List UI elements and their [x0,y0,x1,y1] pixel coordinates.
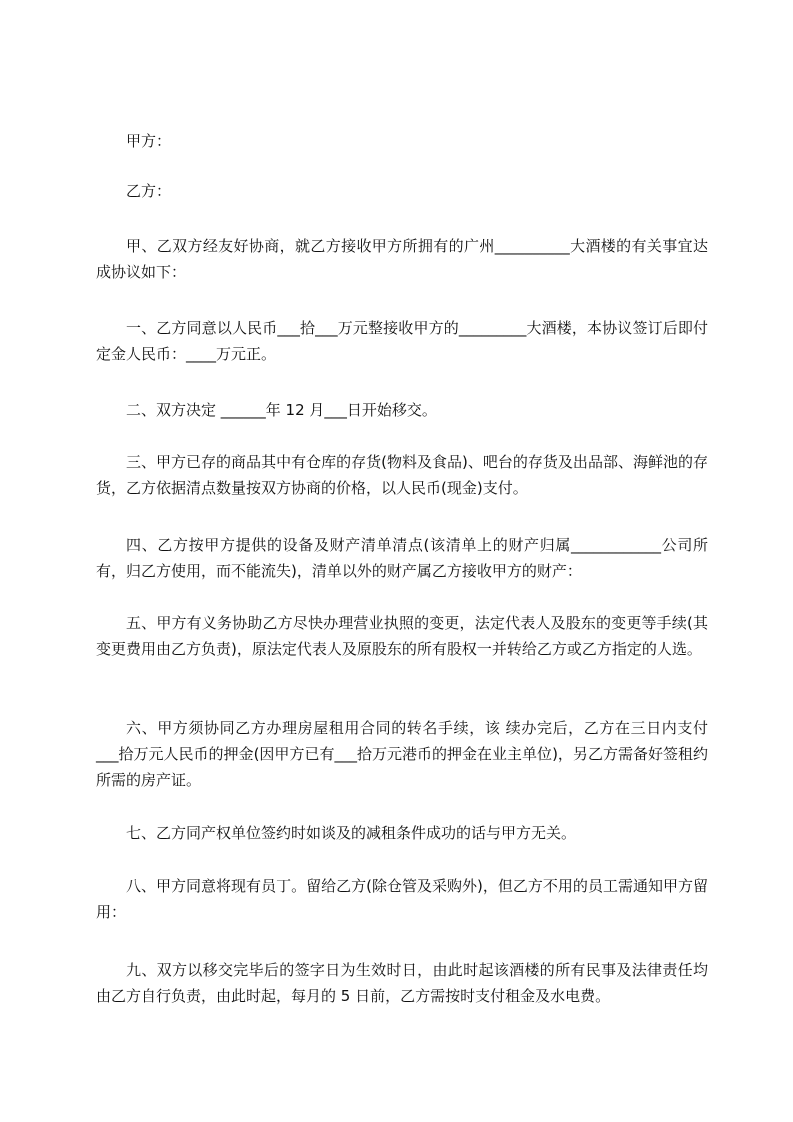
clause-9: 九、双方以移交完毕后的签字日为生效时日，由此时起该酒楼的所有民事及法律责任均由乙方自行负责，由此时起，每月的 5 日前，乙方需按时支付租金及水电费。 [96,961,708,1005]
clause-6: 六、甲方须协同乙方办理房屋租用合同的转名手续，该 续办完后，乙方在三日内支付___拾万元人民币的押金(因甲方已有___拾万元港币的押金在业主单位)，另乙方需备好签租约所需的房产证。 [96,719,708,789]
clause-7: 七、乙方同产权单位签约时如谈及的减租条件成功的话与甲方无关。 [126,824,577,842]
clause-4: 四、乙方按甲方提供的设备及财产清单清点(该清单上的财产归属____________公司所有，归乙方使用，而不能流失)，清单以外的财产属乙方接收甲方的财产： [96,536,708,580]
clause-3: 三、甲方已存的商品其中有仓库的存货(物料及食品)、吧台的存货及出品部、海鲜池的存货，乙方依据清点数量按双方协商的价格，以人民币(现金)支付。 [96,453,708,497]
party-b-line: 乙方： [126,182,172,200]
clause-1: 一、乙方同意以人民币___拾___万元整接收甲方的_________大酒楼，本协议签订后即付定金人民币：____万元正。 [96,319,708,363]
preamble-paragraph: 甲、乙双方经友好协商，就乙方接收甲方所拥有的广州__________大酒楼的有关事宜达成协议如下： [96,237,708,281]
clause-2: 二、双方决定 ______年 12 月___日开始移交。 [126,401,437,419]
party-a-line: 甲方： [126,132,172,150]
clause-8: 八、甲方同意将现有员丁。留给乙方(除仓管及采购外)，但乙方不用的员工需通知甲方留用： [96,877,708,921]
clause-5: 五、甲方有义务协助乙方尽快办理营业执照的变更，法定代表人及股东的变更等手续(其变更费用由乙方负责)，原法定代表人及原股东的所有股权一并转给乙方或乙方指定的人选。 [96,614,708,658]
